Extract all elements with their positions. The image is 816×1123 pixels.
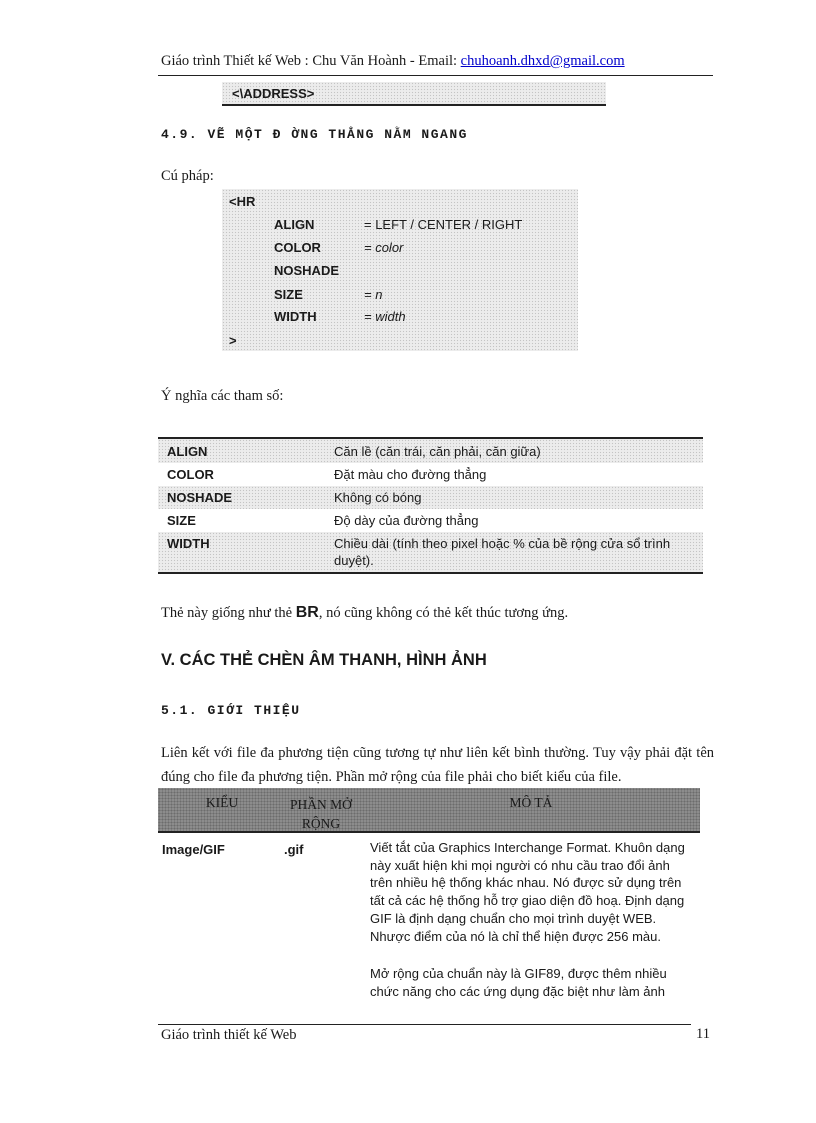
types-header-ext: PHẦN MỞ RỘNG — [290, 797, 352, 831]
syntax-value: = width — [364, 309, 406, 324]
syntax-label: Cú pháp: — [161, 168, 214, 184]
footer-title: Giáo trình thiết kế Web — [161, 1027, 297, 1043]
types-cell-type: Image/GIF — [162, 842, 225, 857]
address-tag: <\ADDRESS> — [232, 86, 315, 101]
param-name: ALIGN — [167, 444, 208, 459]
syntax-value: = n — [364, 287, 383, 302]
param-desc: Đặt màu cho đường thẳng — [334, 467, 487, 482]
types-cell-desc-extra: Mở rộng của chuẩn này là GIF89, được thêm nhiều chức năng cho các ứng dụng đặc biệt như làm ảnh — [370, 966, 667, 999]
types-cell-ext: .gif — [284, 842, 304, 857]
param-desc: Căn lề (căn trái, căn phải, căn giữa) — [334, 444, 541, 459]
types-header-type: KIỂU — [205, 795, 239, 810]
page-number: 11 — [696, 1026, 710, 1042]
syntax-attr: COLOR — [274, 240, 321, 255]
param-desc: Chiều dài (tính theo pixel hoặc % của bề rộng cửa sổ trình duyệt). — [334, 536, 671, 568]
header-title: Giáo trình Thiết kế Web : Chu Văn Hoành - Email: — [161, 53, 461, 69]
syntax-attr: WIDTH — [274, 309, 317, 324]
syntax-open: <HR — [229, 194, 256, 209]
param-desc: Độ dày của đường thẳng — [334, 513, 479, 528]
types-header-desc: MÔ TẢ — [509, 795, 553, 810]
syntax-close: > — [229, 333, 237, 348]
syntax-value: = LEFT / CENTER / RIGHT — [364, 217, 523, 232]
header-rule — [158, 75, 713, 76]
syntax-attr: NOSHADE — [274, 263, 340, 278]
syntax-attr: SIZE — [274, 287, 303, 302]
param-desc: Không có bóng — [334, 490, 422, 505]
syntax-attr: ALIGN — [274, 217, 315, 232]
note-br-tag: BR — [295, 604, 319, 621]
section-5-heading: V. CÁC THẺ CHÈN ÂM THANH, HÌNH ẢNH — [161, 651, 487, 669]
footer-rule — [158, 1024, 691, 1025]
header-email-link[interactable]: chuhoanh.dhxd@gmail.com — [460, 53, 625, 69]
syntax-value: = color — [364, 240, 404, 255]
section-4-9-heading: 4.9. VẼ MỘT Đ ỜNG THẲNG NẰM NGANG — [161, 127, 468, 142]
page-header — [161, 53, 625, 70]
types-cell-desc: Viết tắt của Graphics Interchange Format. Khuôn dạng này xuất hiện khi mọi người có nhu cầu trao đổi ảnh trên nhiều hệ thống khác nhau. Nó được sử dụng trên tất cả các hệ thống hỗ trợ giao diện đồ hoạ. Định dạng GIF là định dạng chuẩn cho mọi trình duyệt WEB. Nhược điểm của nó là chỉ thể hiện được 256 màu. — [370, 840, 685, 944]
param-name: WIDTH — [167, 536, 210, 551]
note-paragraph — [161, 604, 568, 622]
param-name: NOSHADE — [167, 490, 233, 505]
param-name: SIZE — [167, 513, 196, 528]
param-name: COLOR — [167, 467, 214, 482]
intro-paragraph: Liên kết với file đa phương tiện cũng tương tự như liên kết bình thường. Tuy vậy phải đặt tên đúng cho file đa phương tiện. Phần mở rộng của file phải cho biết kiểu của file. — [161, 745, 714, 785]
params-label: Ý nghĩa các tham số: — [161, 388, 284, 404]
note-before: Thẻ này giống như thẻ — [161, 605, 296, 621]
section-5-1-heading: 5.1. GIỚI THIỆU — [161, 703, 301, 718]
note-after: , nó cũng không có thẻ kết thúc tương ứng. — [318, 605, 569, 621]
